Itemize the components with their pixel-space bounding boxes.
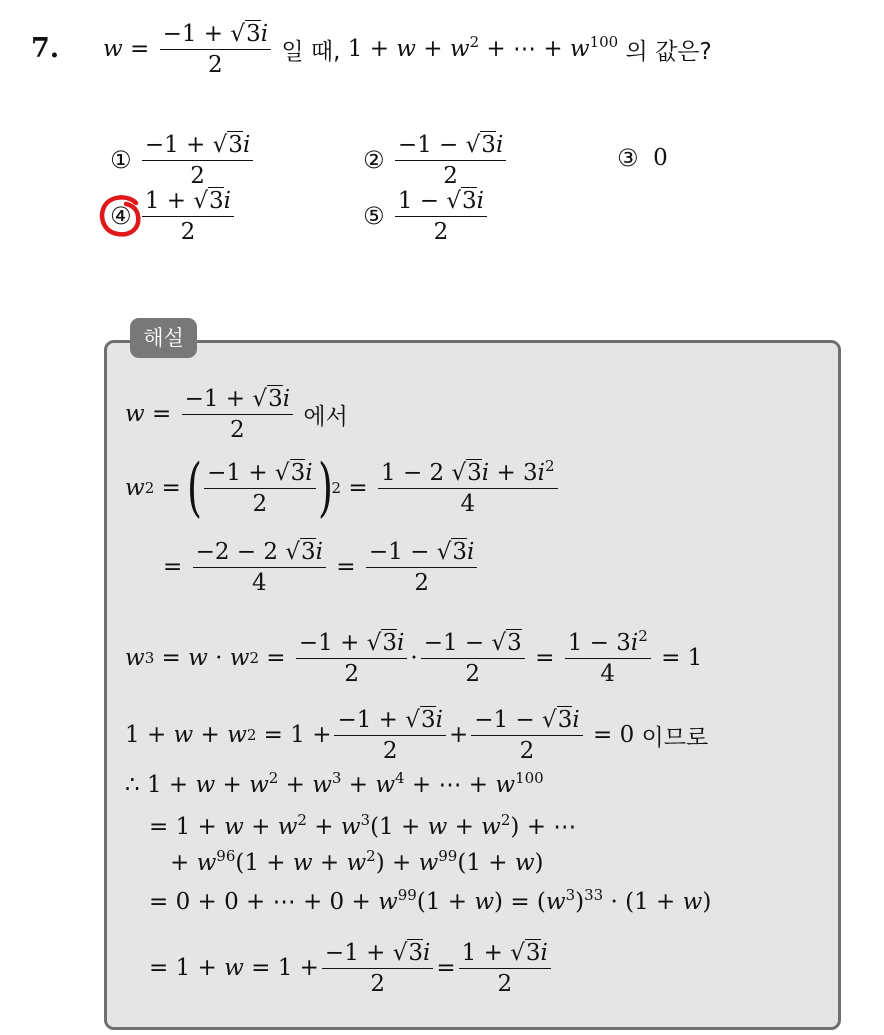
solution-line-3: = $\frac{-2 - 2 √3i}{4}$ = $\frac{-1 - √3i}{2}$: [163, 535, 480, 599]
solution-line-7: = $1 + w + w^2 + w^3(1 + w + w^2)$ + ⋯: [149, 811, 577, 840]
stem-fraction: $\frac{-1 + √3i}{2}$: [160, 19, 271, 80]
solution-line-10: = 1 + w = 1 + $\frac{-1 + √3i}{2}$ = $\frac{1 + √3i}{2}$: [149, 936, 554, 1000]
choice-3[interactable]: [617, 140, 668, 176]
question-number: 7.: [31, 33, 60, 64]
solution-eseo: 에서: [303, 403, 348, 430]
solution-line-2: w 2 = ( $\frac{-1 + √3i}{2}$ ) 2 = $\frac{1 - 2 √3i + 3i^2}{4}$: [125, 448, 561, 528]
solution-label: 해설: [130, 318, 197, 358]
solution-line-4: w 3 = w · w 2 = $\frac{-1 + √3i}{2}$ · $\frac{-1 - √3}{2}$ = $\frac{1 - 3i^2}{4}$ = 1: [125, 626, 703, 687]
question-stem: w = $\frac{-1 + √3i}{2}$ 일 때, $1 + w + w^2$ + ⋯ + $w^{100}$ 의 값은?: [103, 20, 712, 78]
choice-3-mark: ③: [617, 144, 639, 172]
choice-1[interactable]: ① $\frac{-1 + √3i}{2}$: [110, 128, 256, 192]
choice-4[interactable]: ④ $\frac{1 + √3i}{2}$: [110, 184, 237, 248]
choice-5[interactable]: ⑤ $\frac{1 - √3i}{2}$: [363, 184, 490, 248]
choice-1-mark: ①: [110, 146, 132, 174]
choice-5-mark: ⑤: [363, 202, 385, 230]
solution-line-5: 1 + w + w 2 = 1 + $\frac{-1 + √3i}{2}$ + $\frac{-1 - √3i}{2}$ = 0 이므로: [125, 706, 709, 764]
choice-3-value: 0: [653, 145, 668, 171]
stem-korean-2: 의 값은?: [625, 38, 712, 65]
choice-2-mark: ②: [363, 146, 385, 174]
choice-4-mark: ④: [110, 202, 132, 230]
solution-line-8: + $w^{96}(1 + w + w^2) + w^{99}(1 + w)$: [170, 847, 544, 876]
stem-series: $1 + w + w^2$ + ⋯ + $w^{100}$: [347, 33, 619, 62]
solution-imeuro: 이므로: [641, 724, 709, 751]
answer-circle-mark: [96, 190, 148, 242]
solution-line-1: w = $\frac{-1 + √3i}{2}$ 에서: [125, 385, 348, 443]
choice-2[interactable]: ② $\frac{-1 - √3i}{2}$: [363, 128, 509, 192]
solution-line-6: ∴ $1 + w + w^2 + w^3 + w^4$ + ⋯ + $w^{100}$: [125, 769, 544, 798]
stem-korean-1: 일 때,: [281, 38, 341, 65]
solution-line-9: = 0 + 0 + ⋯ + $0 + w^{99}(1 + w) = (w^3)^{33} \cdot (1 + w)$: [149, 886, 712, 915]
